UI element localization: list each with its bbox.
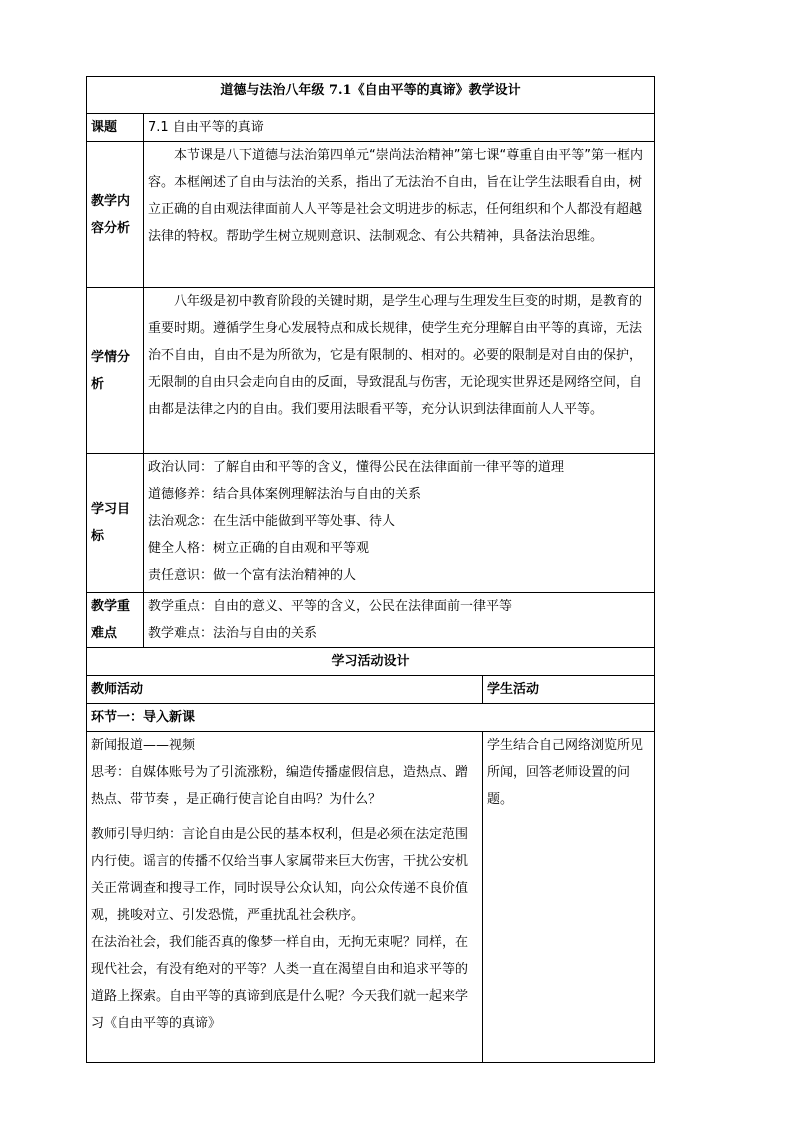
teacher-line: 教师引导归纳：言论自由是公民的基本权利，但是必须在法定范围内行使。谣言的传播不仅给当事人家属带来巨大伤害，干扰公安机关正常调查和搜寻工作，同时误导公众认知，向公众传递不良价值观，挑唆对立、引发恐慌，严重扰乱社会秩序。 [91, 827, 469, 923]
teacher-activity-cell [87, 732, 483, 1063]
goal-item: 政治认同：了解自由和平等的含义，懂得公民在法律面前一律平等的道理 [148, 460, 565, 475]
goal-item: 责任意识：做一个富有法治精神的人 [148, 568, 357, 583]
student-activity-cell: 学生结合自己网络浏览所见所闻，回答老师设置的问题。 [483, 732, 655, 1063]
lesson-plan-table [86, 76, 655, 1063]
key-point-item: 教学重点：自由的意义、平等的含义，公民在法律面前一律平等 [148, 599, 513, 614]
document-title: 道德与法治八年级 7.1《自由平等的真谛》教学设计 [87, 77, 655, 114]
teacher-activity-header: 教师活动 [87, 676, 483, 704]
goals-label: 学习目标 [87, 454, 144, 593]
goal-item: 道德修养：结合具体案例理解法治与自由的关系 [148, 487, 422, 502]
topic-label: 课题 [87, 114, 144, 142]
key-point-item: 教学难点：法治与自由的关系 [148, 626, 318, 641]
learner-analysis-cell [144, 288, 655, 454]
goals-cell [144, 454, 655, 593]
goal-item: 健全人格：树立正确的自由观和平等观 [148, 541, 370, 556]
key-points-label: 教学重难点 [87, 593, 144, 648]
teacher-line: 新闻报道——视频 [91, 738, 196, 753]
goal-item: 法治观念：在生活中能做到平等处事、待人 [148, 514, 396, 529]
activity-design-header: 学习活动设计 [87, 648, 655, 676]
content-analysis-text: 本节课是八下道德与法治第四单元“崇尚法治精神”第七课“尊重自由平等”第一框内容。本框阐述了自由与法治的关系，指出了无法治不自由，旨在让学生法眼看自由，树立正确的自由观法律面前人人平等是社会文明进步的标志，任何组织和个人都没有超越法律的特权。帮助学生树立规则意识、法制观念、有公共精神，具备法治思维。 [148, 148, 643, 244]
student-activity-header: 学生活动 [483, 676, 655, 704]
learner-analysis-label: 学情分析 [87, 288, 144, 454]
section-heading: 环节一：导入新课 [87, 704, 655, 732]
learner-analysis-text: 八年级是初中教育阶段的关键时期，是学生心理与生理发生巨变的时期，是教育的重要时期。遵循学生身心发展特点和成长规律，使学生充分理解自由平等的真谛，无法治不自由，自由不是为所欲为，它是有限制的、相对的。必要的限制是对自由的保护，无限制的自由只会走向自由的反面，导致混乱与伤害，无论现实世界还是网络空间，自由都是法律之内的自由。我们要用法眼看平等，充分认识到法律面前人人平等。 [148, 294, 643, 417]
teacher-line: 思考：自媒体账号为了引流涨粉，编造传播虚假信息，造热点、蹭热点、带节奏 ，是正确行使言论自由吗？为什么？ [91, 765, 469, 807]
topic-value: 7.1 自由平等的真谛 [144, 114, 655, 142]
teacher-line: 在法治社会，我们能否真的像梦一样自由，无拘无束呢？同样，在现代社会，有没有绝对的平等？人类一直在渴望自由和追求平等的道路上探索。自由平等的真谛到底是什么呢？今天我们就一起来学习《自由平等的真谛》 [91, 935, 469, 1031]
key-points-cell [144, 593, 655, 648]
content-analysis-label: 教学内容分析 [87, 142, 144, 288]
content-analysis-cell [144, 142, 655, 288]
